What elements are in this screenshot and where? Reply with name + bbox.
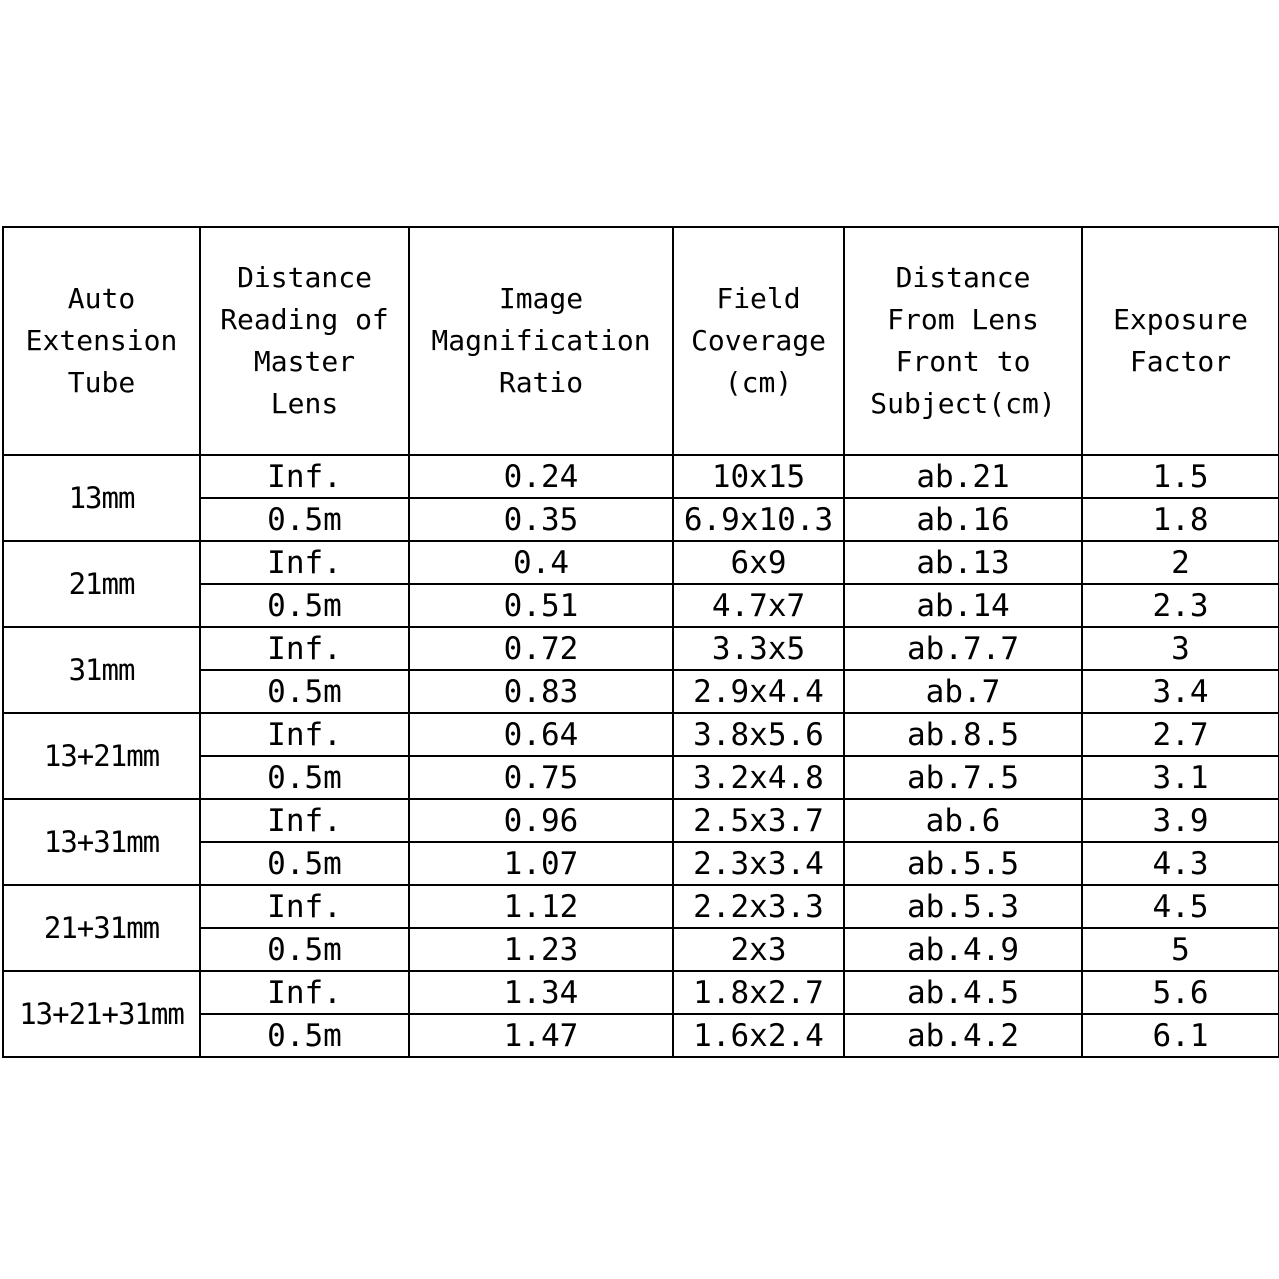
cell-field-coverage: 3.2x4.8 [673, 756, 844, 799]
table-row [3, 627, 1279, 670]
cell-distance-reading: Inf. [200, 541, 409, 584]
cell-distance-to-subject: ab.21 [844, 455, 1082, 498]
cell-distance-to-subject: ab.6 [844, 799, 1082, 842]
cell-exposure-factor: 2.3 [1082, 584, 1279, 627]
cell-field-coverage: 10x15 [673, 455, 844, 498]
table-header [3, 227, 1279, 455]
cell-distance-reading: 0.5m [200, 928, 409, 971]
cell-exposure-factor: 6.1 [1082, 1014, 1279, 1057]
cell-distance-reading: Inf. [200, 455, 409, 498]
cell-field-coverage: 1.6x2.4 [673, 1014, 844, 1057]
cell-distance-reading: 0.5m [200, 842, 409, 885]
cell-extension-tube: 21+31mm [3, 885, 200, 971]
table-body [3, 455, 1279, 1057]
header-field-coverage [673, 227, 844, 455]
cell-distance-to-subject: ab.8.5 [844, 713, 1082, 756]
cell-magnification-ratio: 0.24 [409, 455, 673, 498]
cell-distance-to-subject: ab.7.5 [844, 756, 1082, 799]
cell-distance-to-subject: ab.7.7 [844, 627, 1082, 670]
cell-field-coverage: 3.8x5.6 [673, 713, 844, 756]
table-row [3, 455, 1279, 498]
cell-field-coverage: 6.9x10.3 [673, 498, 844, 541]
table-row [3, 541, 1279, 584]
cell-exposure-factor: 3.4 [1082, 670, 1279, 713]
header-label: Auto Extension Tube [25, 282, 178, 399]
cell-distance-to-subject: ab.5.5 [844, 842, 1082, 885]
cell-exposure-factor: 2.7 [1082, 713, 1279, 756]
cell-magnification-ratio: 1.47 [409, 1014, 673, 1057]
cell-magnification-ratio: 0.4 [409, 541, 673, 584]
cell-magnification-ratio: 1.12 [409, 885, 673, 928]
cell-exposure-factor: 3.9 [1082, 799, 1279, 842]
cell-distance-reading: Inf. [200, 713, 409, 756]
cell-distance-reading: 0.5m [200, 756, 409, 799]
header-label: Distance Reading of Master Lens [220, 261, 389, 420]
cell-exposure-factor: 1.5 [1082, 455, 1279, 498]
cell-distance-to-subject: ab.4.2 [844, 1014, 1082, 1057]
header-exposure-factor [1082, 227, 1279, 455]
cell-distance-reading: Inf. [200, 885, 409, 928]
cell-field-coverage: 4.7x7 [673, 584, 844, 627]
cell-distance-to-subject: ab.5.3 [844, 885, 1082, 928]
header-distance-reading [200, 227, 409, 455]
cell-extension-tube: 21mm [3, 541, 200, 627]
cell-field-coverage: 2.9x4.4 [673, 670, 844, 713]
cell-magnification-ratio: 0.51 [409, 584, 673, 627]
cell-field-coverage: 3.3x5 [673, 627, 844, 670]
cell-distance-reading: 0.5m [200, 584, 409, 627]
cell-distance-reading: Inf. [200, 971, 409, 1014]
header-label: Distance From Lens Front to Subject(cm) [870, 261, 1056, 420]
header-image-magnification [409, 227, 673, 455]
cell-distance-to-subject: ab.4.5 [844, 971, 1082, 1014]
cell-distance-reading: 0.5m [200, 670, 409, 713]
table-row [3, 971, 1279, 1014]
cell-field-coverage: 2x3 [673, 928, 844, 971]
header-label: Image Magnification Ratio [431, 282, 651, 399]
cell-exposure-factor: 1.8 [1082, 498, 1279, 541]
cell-magnification-ratio: 0.75 [409, 756, 673, 799]
cell-magnification-ratio: 1.23 [409, 928, 673, 971]
cell-field-coverage: 2.5x3.7 [673, 799, 844, 842]
cell-exposure-factor: 4.5 [1082, 885, 1279, 928]
cell-magnification-ratio: 0.35 [409, 498, 673, 541]
cell-distance-reading: 0.5m [200, 1014, 409, 1057]
cell-exposure-factor: 3 [1082, 627, 1279, 670]
cell-magnification-ratio: 0.72 [409, 627, 673, 670]
cell-distance-to-subject: ab.14 [844, 584, 1082, 627]
cell-extension-tube: 13+31mm [3, 799, 200, 885]
cell-extension-tube: 13+21+31mm [3, 971, 200, 1057]
cell-distance-reading: Inf. [200, 627, 409, 670]
cell-distance-to-subject: ab.13 [844, 541, 1082, 584]
cell-magnification-ratio: 0.83 [409, 670, 673, 713]
cell-magnification-ratio: 0.64 [409, 713, 673, 756]
cell-extension-tube: 31mm [3, 627, 200, 713]
cell-magnification-ratio: 0.96 [409, 799, 673, 842]
cell-distance-reading: Inf. [200, 799, 409, 842]
cell-exposure-factor: 3.1 [1082, 756, 1279, 799]
cell-exposure-factor: 5 [1082, 928, 1279, 971]
cell-field-coverage: 1.8x2.7 [673, 971, 844, 1014]
header-distance-to-subject [844, 227, 1082, 455]
table-row [3, 713, 1279, 756]
extension-tube-spec-table [2, 226, 1279, 1058]
cell-field-coverage: 2.3x3.4 [673, 842, 844, 885]
table-row [3, 885, 1279, 928]
cell-exposure-factor: 5.6 [1082, 971, 1279, 1014]
cell-exposure-factor: 4.3 [1082, 842, 1279, 885]
cell-magnification-ratio: 1.07 [409, 842, 673, 885]
cell-distance-reading: 0.5m [200, 498, 409, 541]
cell-magnification-ratio: 1.34 [409, 971, 673, 1014]
header-row [3, 227, 1279, 455]
cell-distance-to-subject: ab.4.9 [844, 928, 1082, 971]
cell-extension-tube: 13+21mm [3, 713, 200, 799]
cell-exposure-factor: 2 [1082, 541, 1279, 584]
header-label: Field Coverage (cm) [691, 282, 826, 399]
cell-field-coverage: 6x9 [673, 541, 844, 584]
cell-field-coverage: 2.2x3.3 [673, 885, 844, 928]
cell-distance-to-subject: ab.16 [844, 498, 1082, 541]
cell-extension-tube: 13mm [3, 455, 200, 541]
header-label: Exposure Factor [1113, 303, 1248, 378]
table-row [3, 799, 1279, 842]
cell-distance-to-subject: ab.7 [844, 670, 1082, 713]
header-auto-extension-tube [3, 227, 200, 455]
